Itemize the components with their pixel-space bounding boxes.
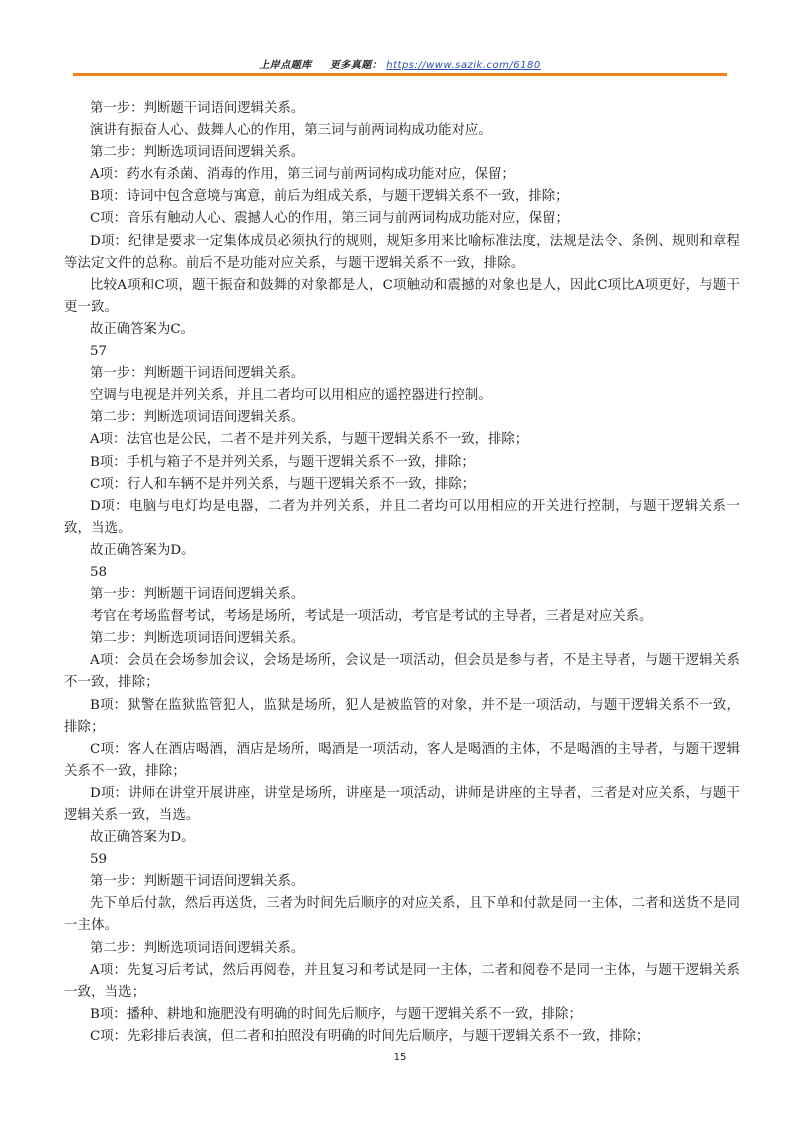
paragraph: 先下单后付款，然后再送货，三者为时间先后顺序的对应关系，且下单和付款是同一主体，二者和送货不是同一主体。	[64, 896, 740, 934]
header-divider	[73, 73, 727, 76]
paragraph: 58	[90, 564, 108, 580]
paragraph: C项：客人在酒店喝酒，酒店是场所，喝酒是一项活动，客人是喝酒的主体，不是喝酒的主导者，与题干逻辑关系不一致，排除；	[64, 741, 740, 779]
paragraph: 空调与电视是并列关系，并且二者均可以用相应的遥控器进行控制。	[90, 388, 492, 404]
paragraph: D项：纪律是要求一定集体成员必须执行的规则，规矩多用来比喻标准法度，法规是法令、条例、规则和章程等法定文件的总称。前后不是功能对应关系，与题干逻辑关系不一致，排除。	[64, 233, 740, 271]
header-more-label: 更多真题：	[329, 60, 383, 71]
paragraph: C项：行人和车辆不是并列关系，与题干逻辑关系不一致，排除；	[90, 476, 476, 492]
paragraph: A项：药水有杀菌、消毒的作用，第三词与前两词构成功能对应，保留；	[90, 167, 515, 183]
paragraph: 故正确答案为C。	[90, 321, 194, 337]
paragraph: 考官在考场监督考试，考场是场所，考试是一项活动，考官是考试的主导者，三者是对应关系。	[90, 609, 653, 625]
answer-explanation-body	[64, 98, 740, 1048]
paragraph: A项：先复习后考试，然后再阅卷，并且复习和考试是同一主体，二者和阅卷不是同一主体，与题干逻辑关系一致，当选；	[64, 962, 740, 1000]
paragraph: 第二步：判断选项词语间逻辑关系。	[90, 145, 305, 161]
paragraph: 59	[90, 852, 108, 868]
paragraph: 第一步：判断题干词语间逻辑关系。	[90, 101, 305, 116]
page-number: 15	[393, 1052, 407, 1063]
page-header	[73, 56, 727, 71]
paragraph: A项：会员在会场参加会议，会场是场所，会议是一项活动，但会员是参与者，不是主导者，与题干逻辑关系不一致，排除；	[64, 653, 740, 691]
paragraph: 57	[90, 344, 108, 360]
paragraph: 比较A项和C项，题干振奋和鼓舞的对象都是人，C项触动和震撼的对象也是人，因此C项比A项更好，与题干更一致。	[64, 277, 740, 315]
header-link[interactable]: https://www.sazik.com/6180	[386, 60, 541, 71]
paragraph: D项：电脑与电灯均是电器，二者为并列关系，并且二者均可以用相应的开关进行控制，与题干逻辑关系一致，当选。	[64, 498, 740, 536]
paragraph: 第一步：判断题干词语间逻辑关系。	[90, 366, 305, 382]
paragraph: 演讲有振奋人心、鼓舞人心的作用，第三词与前两词构成功能对应。	[90, 123, 492, 139]
paragraph: C项：音乐有触动人心、震撼人心的作用，第三词与前两词构成功能对应，保留；	[90, 211, 569, 227]
paragraph: C项：先彩排后表演，但二者和拍照没有明确的时间先后顺序，与题干逻辑关系不一致，排除；	[90, 1028, 650, 1044]
paragraph: A项：法官也是公民，二者不是并列关系，与题干逻辑关系不一致，排除；	[90, 432, 529, 448]
paragraph: 第一步：判断题干词语间逻辑关系。	[90, 587, 305, 603]
paragraph: B项：诗词中包含意境与寓意，前后为组成关系，与题干逻辑关系不一致，排除；	[90, 189, 569, 205]
paragraph: B项：手机与箱子不是并列关系，与题干逻辑关系不一致，排除；	[90, 454, 475, 470]
paragraph: 第二步：判断选项词语间逻辑关系。	[90, 410, 305, 426]
paragraph: 故正确答案为D。	[90, 830, 195, 846]
paragraph: 第一步：判断题干词语间逻辑关系。	[90, 874, 305, 890]
paragraph: D项：讲师在讲堂开展讲座，讲堂是场所，讲座是一项活动，讲师是讲座的主导者，三者是对应关系，与题干逻辑关系一致，当选。	[64, 785, 740, 823]
paragraph: B项：播种、耕地和施肥没有明确的时间先后顺序，与题干逻辑关系不一致，排除；	[90, 1006, 582, 1022]
paragraph: 第二步：判断选项词语间逻辑关系。	[90, 631, 305, 647]
header-brand: 上岸点题库	[259, 60, 312, 71]
paragraph: 第二步：判断选项词语间逻辑关系。	[90, 940, 305, 956]
paragraph: B项：狱警在监狱监管犯人，监狱是场所，犯人是被监管的对象，并不是一项活动，与题干逻辑关系不一致，排除；	[64, 697, 740, 735]
paragraph: 故正确答案为D。	[90, 542, 195, 558]
